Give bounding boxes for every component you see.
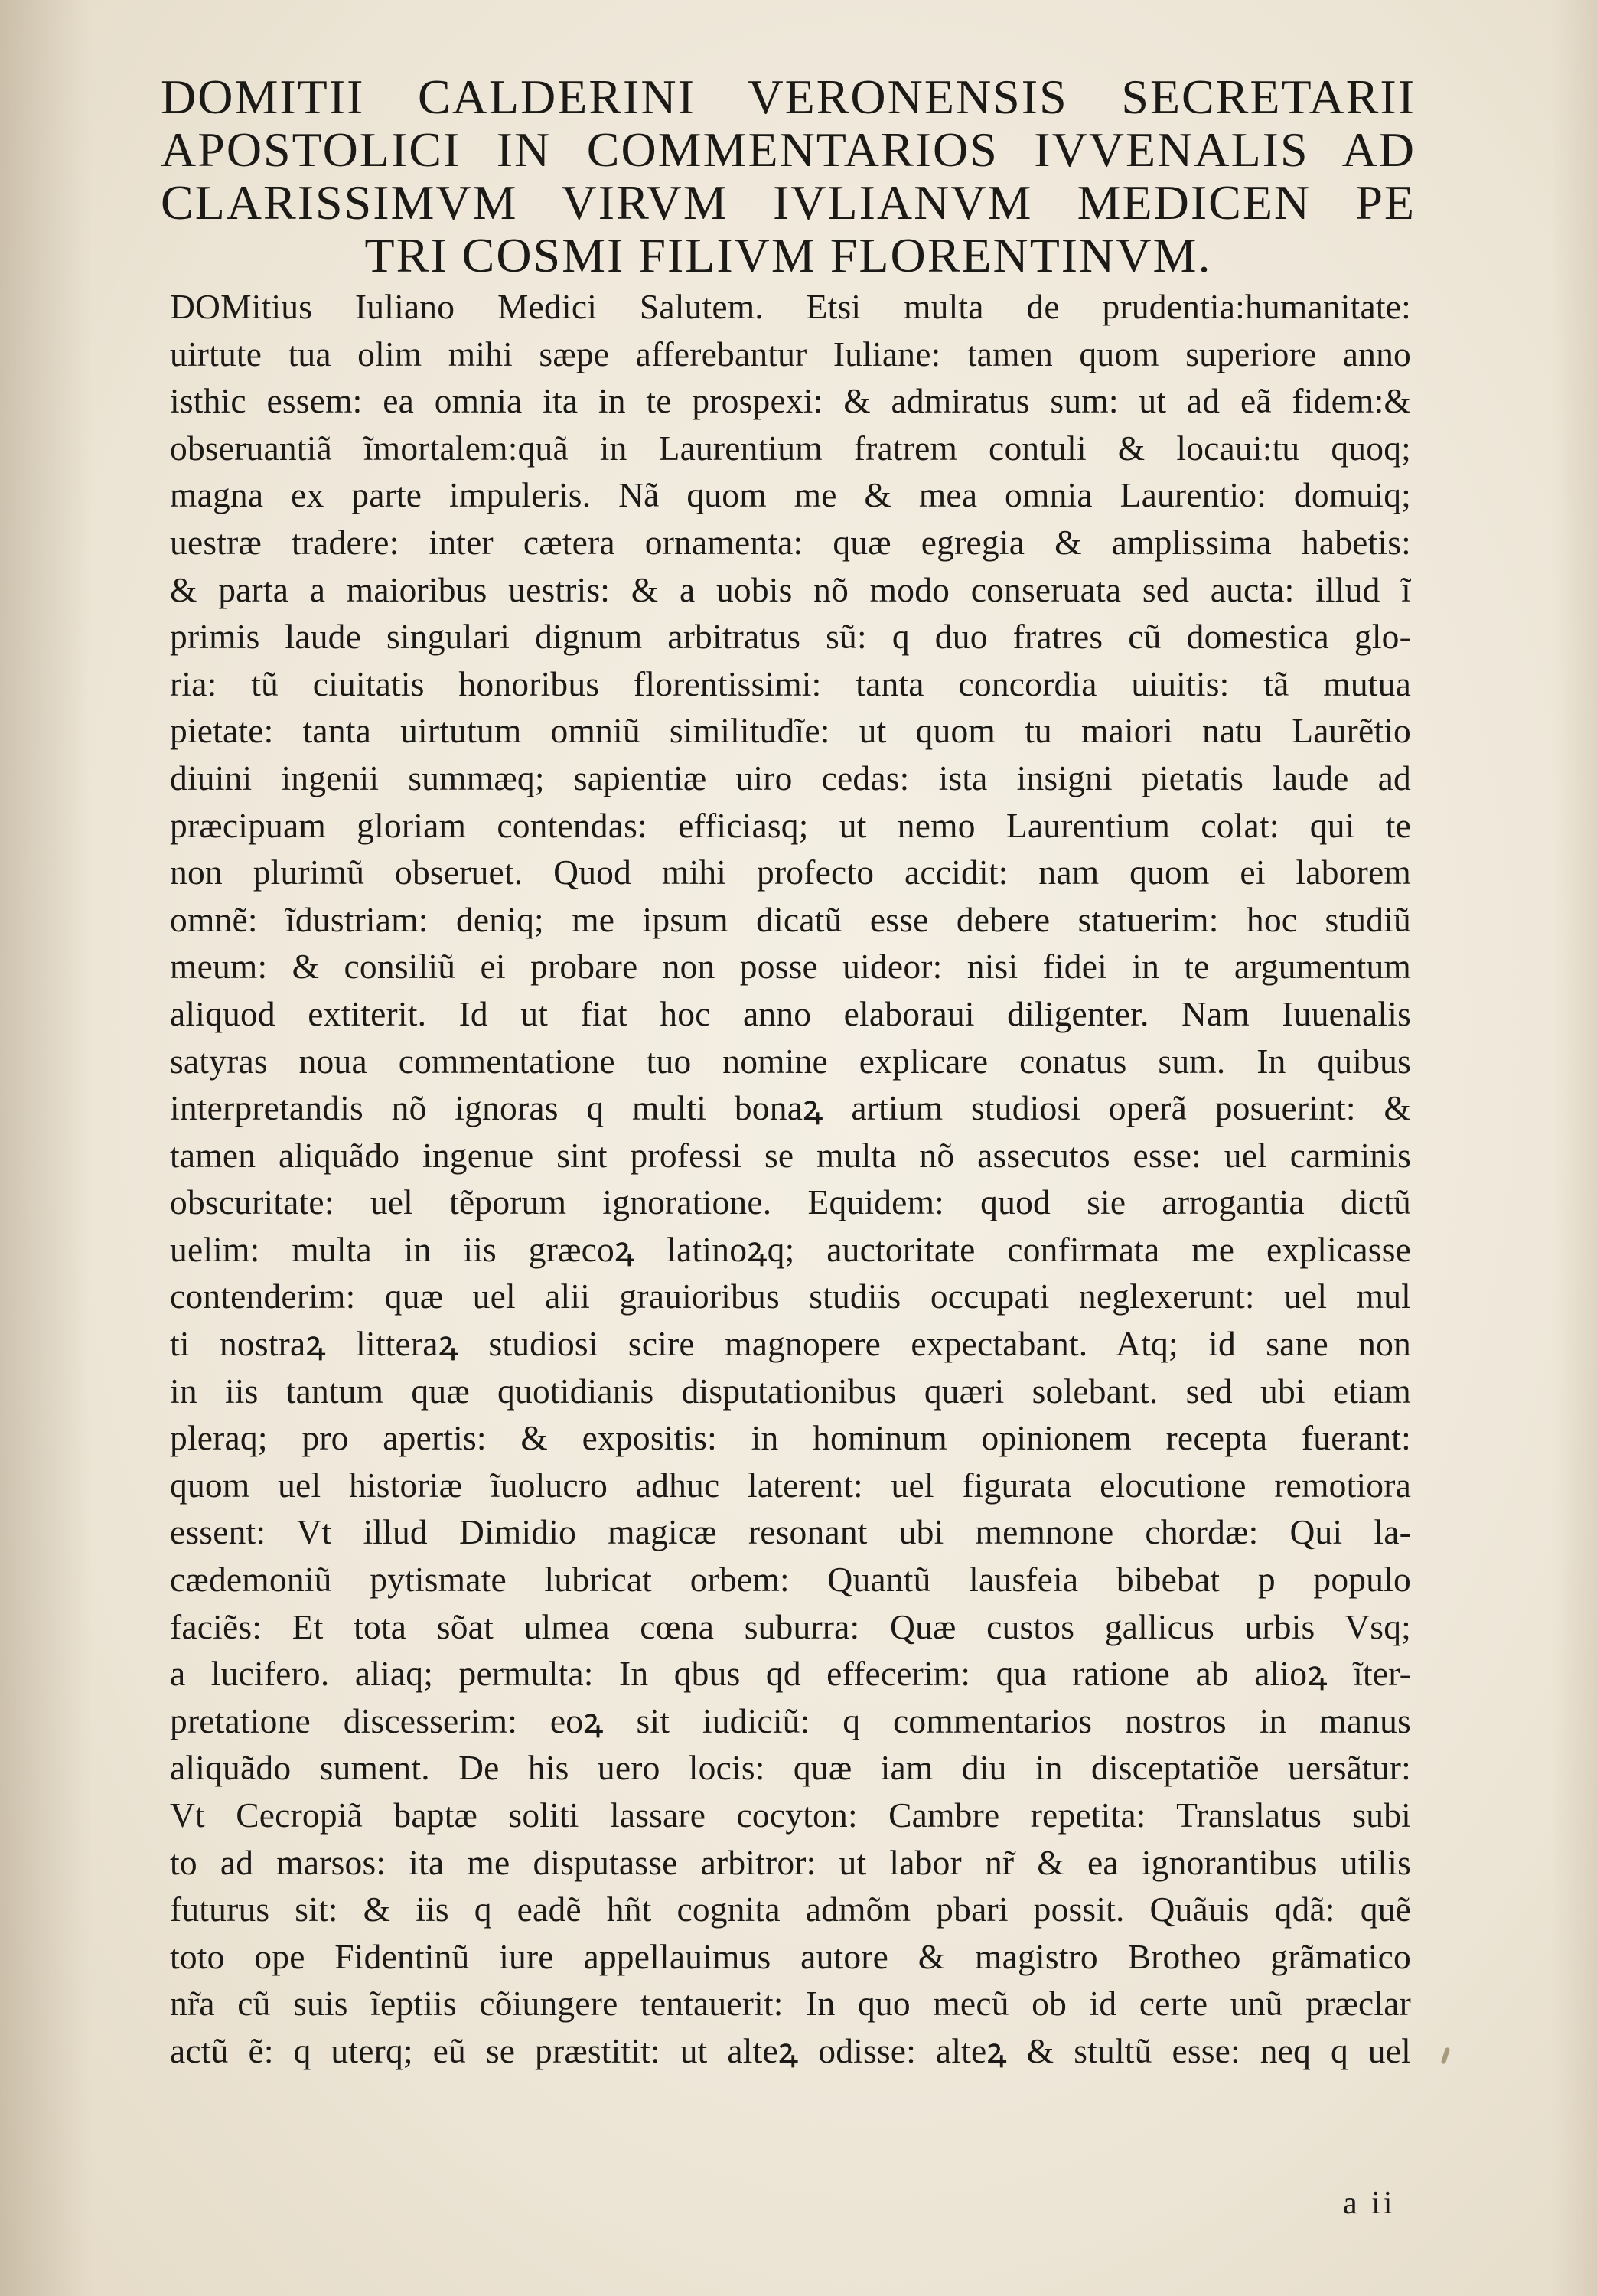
gutter-shadow [0,0,92,2296]
signature-mark: a ii [1343,2186,1396,2221]
body-line: primis laude singulari dignum arbitratus sũ: q duo fratres cũ domestica glo- [170,617,1411,657]
margin-mark [1441,2047,1451,2065]
body-line: obscuritate: uel tẽporum ignoratione. Equidem: quod sie arrogantia dictũ [170,1182,1411,1222]
body-line: isthic essem: ea omnia ita in te prospexi: & admiratus sum: ut ad eã fidem:& [170,381,1411,421]
body-line: a lucifero. aliaq; permulta: In qbus qd effecerim: qua ratione ab alioꝝ ĩter- [170,1654,1411,1694]
body-line: uirtute tua olim mihi sæpe afferebantur Iuliane: tamen quom superiore anno [170,334,1411,373]
body-line: meum: & consiliũ ei probare non posse uideor: nisi fidei in te argumentum [170,947,1411,987]
body-line: satyras noua commentatione tuo nomine explicare conatus sum. In quibus [170,1041,1411,1081]
body-line: toto ope Fidentinũ iure appellauimus autore & magistro Brotheo grãmatico [170,1936,1411,1976]
body-line: pleraq; pro apertis: & expositis: in hominum opinionem recepta fuerant: [170,1418,1411,1458]
body-line: contenderim: quæ uel alii grauioribus studiis occupati neglexerunt: uel mul [170,1277,1411,1316]
body-line: aliquãdo sument. De his uero locis: quæ iam diu in disceptatiõe uersãtur: [170,1748,1411,1788]
page-heading [161,70,1416,282]
body-line: uelim: multa in iis græcoꝝ latinoꝝq; auctoritate confirmata me explicasse [170,1229,1411,1269]
letter-body [170,283,1411,2075]
body-line: pretatione discesserim: eoꝝ sit iudiciũ: q commentarios nostros in manus [170,1701,1411,1740]
heading-line: APOSTOLICI IN COMMENTARIOS IVVENALIS AD [161,122,1416,177]
body-line: essent: Vt illud Dimidio magicæ resonant ubi memnone chordæ: Qui la- [170,1512,1411,1552]
body-line: DOMitius Iuliano Medici Salutem. Etsi multa de prudentia:humanitate: [170,287,1411,326]
body-line: ti nostraꝝ litteraꝝ studiosi scire magnopere expectabant. Atq; id sane non [170,1324,1411,1364]
body-line: non plurimũ obseruet. Quod mihi profecto accidit: nam quom ei laborem [170,853,1411,892]
body-line: tamen aliquãdo ingenue sint professi se multa nõ assecutos esse: uel carminis [170,1135,1411,1175]
body-line: pietate: tanta uirtutum omniũ similitudĩe: ut quom tu maiori natu Laurẽtio [170,711,1411,751]
body-line: actũ ẽ: q uterq; eũ se præstitit: ut alteꝝ odisse: alteꝝ & stultũ esse: neq q uel [170,2030,1411,2070]
body-line: Vt Cecropiã baptæ soliti lassare cocyton: Cambre repetita: Translatus subi [170,1795,1411,1835]
body-line: quom uel historiæ ĩuolucro adhuc laterent: uel figurata elocutione remotiora [170,1465,1411,1505]
body-line: aliquod extiterit. Id ut fiat hoc anno elaboraui diligenter. Nam Iuuenalis [170,993,1411,1033]
body-line: uestræ tradere: inter cætera ornamenta: quæ egregia & amplissima habetis: [170,522,1411,562]
body-line: in iis tantum quæ quotidianis disputationibus quæri solebant. sed ubi etiam [170,1371,1411,1411]
body-line: magna ex parte impuleris. Nã quom me & mea omnia Laurentio: domuiq; [170,475,1411,515]
body-line: nr̃a cũ suis ĩeptiis cõiungere tentauerit: In quo mecũ ob id certe unũ præclar [170,1984,1411,2024]
heading-line: CLARISSIMVM VIRVM IVLIANVM MEDICEN PE [161,175,1416,230]
body-line: præcipuam gloriam contendas: efficiasq; ut nemo Laurentium colat: qui te [170,805,1411,845]
body-line: ria: tũ ciuitatis honoribus florentissimi: tanta concordia uiuitis: tã mutua [170,664,1411,703]
body-line: obseruantiã ĩmortalem:quã in Laurentium fratrem contuli & locaui:tu quoq; [170,428,1411,468]
heading-line: DOMITII CALDERINI VERONENSIS SECRETARII [161,70,1416,124]
page-edge-shadow [1551,0,1597,2296]
body-line: omnẽ: ĩdustriam: deniq; me ipsum dicatũ esse debere statuerim: hoc studiũ [170,899,1411,939]
body-line: to ad marsos: ita me disputasse arbitror: ut labor nr̃ & ea ignorantibus utilis [170,1842,1411,1882]
body-line: futurus sit: & iis q eadẽ hñt cognita admõm pbari possit. Quãuis qdã: quẽ [170,1890,1411,1929]
heading-line: TRI COSMI FILIVM FLORENTINVM. [364,228,1212,282]
body-line: diuini ingenii summæq; sapientiæ uiro cedas: ista insigni pietatis laude ad [170,758,1411,797]
body-line: faciẽs: Et tota sõat ulmea cœna suburra: Quæ custos gallicus urbis Vsq; [170,1606,1411,1646]
body-line: & parta a maioribus uestris: & a uobis nõ modo conseruata sed aucta: illud ĩ [170,569,1411,609]
body-line: cædemoniũ pytismate lubricat orbem: Quantũ lausfeia bibebat p populo [170,1560,1411,1600]
body-line: interpretandis nõ ignoras q multi bonaꝝ artium studiosi operã posuerint: & [170,1088,1411,1128]
